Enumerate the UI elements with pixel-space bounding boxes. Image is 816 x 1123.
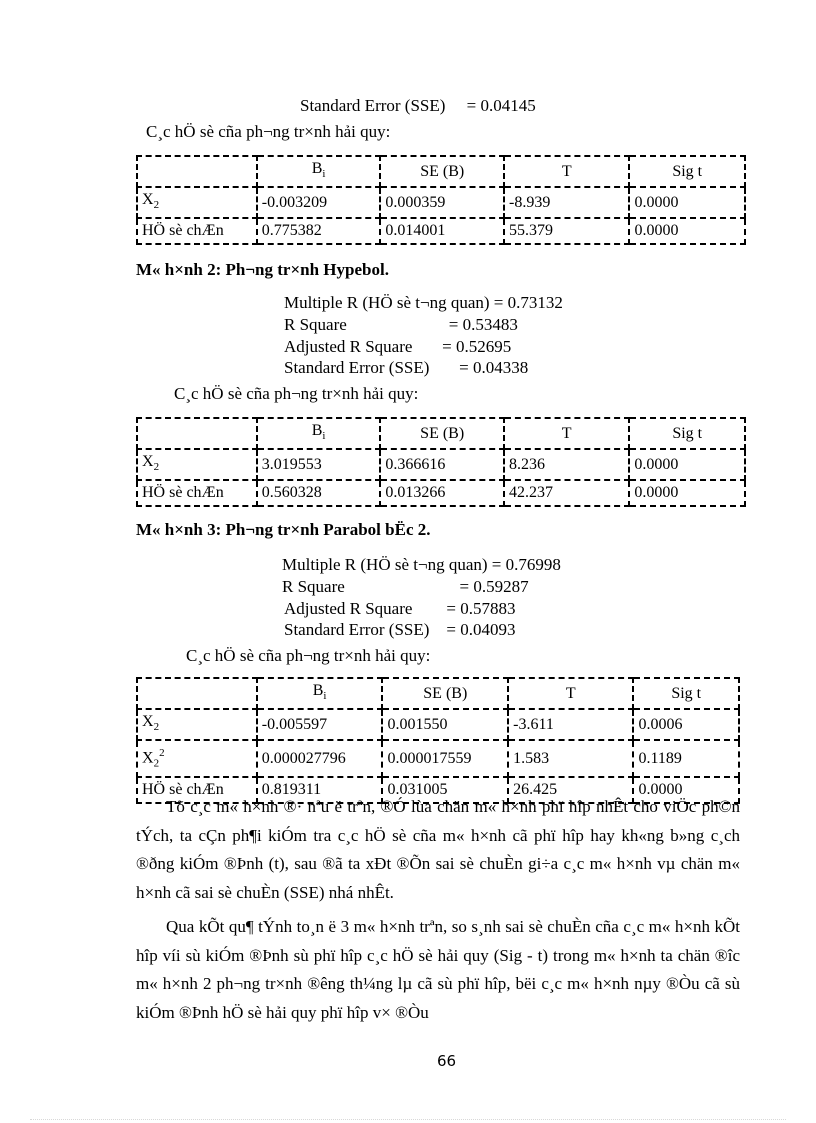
table-header-row bbox=[137, 418, 745, 449]
row-label: $X_2^2$ bbox=[137, 740, 257, 777]
header-t: T bbox=[508, 678, 633, 709]
table-cell: 0.0000 bbox=[629, 480, 745, 506]
table-cell: 0.1189 bbox=[633, 740, 739, 777]
table-cell: 55.379 bbox=[504, 218, 629, 244]
header-se: SE (B) bbox=[380, 156, 504, 187]
stat-adjusted-r-square: Adjusted R Square = 0.57883 bbox=[284, 599, 516, 618]
header-sig: Sig t bbox=[629, 156, 745, 187]
row-label: $X_2$ bbox=[137, 187, 257, 218]
table-cell: 0.013266 bbox=[380, 480, 504, 506]
body-text bbox=[136, 793, 740, 1027]
sse-line-model-1: Standard Error (SSE) = 0.04145 bbox=[300, 96, 536, 115]
page-number: 66 bbox=[437, 1052, 457, 1070]
row-label: $X_2$ bbox=[137, 709, 257, 740]
table-cell: 1.583 bbox=[508, 740, 633, 777]
row-label: HÖ sè chÆn bbox=[137, 218, 257, 244]
table-cell: 42.237 bbox=[504, 480, 629, 506]
table-cell: 0.001550 bbox=[382, 709, 508, 740]
table-cell: 0.819311 bbox=[257, 777, 383, 803]
table-cell: 0.0000 bbox=[629, 218, 745, 244]
table-cell: 0.366616 bbox=[380, 449, 504, 480]
paragraph-2: Qua kÕt qu¶ tÝnh to¸n ë 3 m« h×nh trªn, so s¸nh sai sè chuÈn cña c¸c m« h×nh kÕt hîp víi sù kiÓm ®Þnh sù phï hîp c¸c hÖ sè hải quy (Sig - t) trong m« h×nh ta chän ®îc m« h×nh 2 ph¬ng tr×nh ®êng th¼ng lµ cã sù phï hîp, bëi c¸c m« h×nh nµy ®Òu cã sù kiÓm ®Þnh hÖ sè hải quy phï hîp v× ®Òu bbox=[136, 917, 740, 1022]
header-se: SE (B) bbox=[380, 418, 504, 449]
table-cell: -3.611 bbox=[508, 709, 633, 740]
table-cell: 0.000359 bbox=[380, 187, 504, 218]
table-cell: 0.0000 bbox=[629, 449, 745, 480]
stat-r-square: R Square = 0.53483 bbox=[284, 315, 518, 334]
header-se: SE (B) bbox=[382, 678, 508, 709]
header-t: T bbox=[504, 156, 629, 187]
table-cell: 0.0000 bbox=[633, 777, 739, 803]
table-cell: 0.0000 bbox=[629, 187, 745, 218]
paragraph-1: Tõ c¸c m« h×nh ®· nªu ë trªn, ®Ó lùa chän m« h×nh phï hîp nhÊt cho viÖc ph©n tÝch, ta cÇn ph¶i kiÓm tra c¸c hÖ sè cña m« h×nh cã phï hîp hay kh«ng b»ng c¸ch ®ðng kiÓm ®Þnh (t), sau ®ã ta xÐt ®Õn sai sè chuÈn gi÷a c¸c m« h×nh vµ chän m« h×nh cã sai sè chuÈn (SSE) nhá nhÊt. bbox=[136, 797, 740, 902]
footer-divider bbox=[30, 1119, 786, 1120]
table-row bbox=[137, 187, 745, 218]
row-label: HÖ sè chÆn bbox=[137, 480, 257, 506]
table-row bbox=[137, 449, 745, 480]
table-cell: -0.005597 bbox=[257, 709, 383, 740]
table-row bbox=[137, 740, 739, 777]
coefficient-table-2 bbox=[136, 417, 746, 507]
stat-adjusted-r-square: Adjusted R Square = 0.52695 bbox=[284, 337, 512, 356]
header-bi: $B_i$ bbox=[257, 156, 381, 187]
table-cell: -8.939 bbox=[504, 187, 629, 218]
row-label: $X_2$ bbox=[137, 449, 257, 480]
table-cell: 0.775382 bbox=[257, 218, 381, 244]
table-cell: 0.000027796 bbox=[257, 740, 383, 777]
header-bi: $B_i$ bbox=[257, 678, 383, 709]
coefficient-caption-3: C¸c hÖ sè cña ph¬ng tr×nh hải quy: bbox=[186, 646, 431, 665]
table-cell: 3.019553 bbox=[257, 449, 381, 480]
coefficient-table-3 bbox=[136, 677, 740, 804]
table-cell: 0.031005 bbox=[382, 777, 508, 803]
stat-r-square: R Square = 0.59287 bbox=[282, 577, 529, 596]
table-cell: 0.000017559 bbox=[382, 740, 508, 777]
table-row bbox=[137, 480, 745, 506]
table-cell: 0.560328 bbox=[257, 480, 381, 506]
table-header-row bbox=[137, 156, 745, 187]
stat-multiple-r: Multiple R (HÖ sè t¬ng quan) = 0.73132 bbox=[284, 293, 563, 312]
header-t: T bbox=[504, 418, 629, 449]
table-row bbox=[137, 709, 739, 740]
model-2-heading: M« h×nh 2: Ph¬ng tr×nh Hypebol. bbox=[136, 260, 389, 279]
header-sig: Sig t bbox=[629, 418, 745, 449]
stat-multiple-r: Multiple R (HÖ sè t¬ng quan) = 0.76998 bbox=[282, 555, 561, 574]
header-bi: $B_i$ bbox=[257, 418, 381, 449]
table-cell: 26.425 bbox=[508, 777, 633, 803]
coefficient-table-1 bbox=[136, 155, 746, 245]
coefficient-caption-2: C¸c hÖ sè cña ph¬ng tr×nh hải quy: bbox=[174, 384, 419, 403]
table-cell: -0.003209 bbox=[257, 187, 381, 218]
coefficient-caption-1: C¸c hÖ sè cña ph¬ng tr×nh hải quy: bbox=[146, 122, 391, 141]
header-sig: Sig t bbox=[633, 678, 739, 709]
table-cell: 0.0006 bbox=[633, 709, 739, 740]
table-cell: 8.236 bbox=[504, 449, 629, 480]
stat-standard-error: Standard Error (SSE) = 0.04093 bbox=[284, 620, 516, 639]
model-3-heading: M« h×nh 3: Ph¬ng tr×nh Parabol bËc 2. bbox=[136, 520, 431, 539]
row-label: HÖ sè chÆn bbox=[137, 777, 257, 803]
stat-standard-error: Standard Error (SSE) = 0.04338 bbox=[284, 358, 529, 377]
table-row bbox=[137, 218, 745, 244]
table-cell: 0.014001 bbox=[380, 218, 504, 244]
table-header-row bbox=[137, 678, 739, 709]
